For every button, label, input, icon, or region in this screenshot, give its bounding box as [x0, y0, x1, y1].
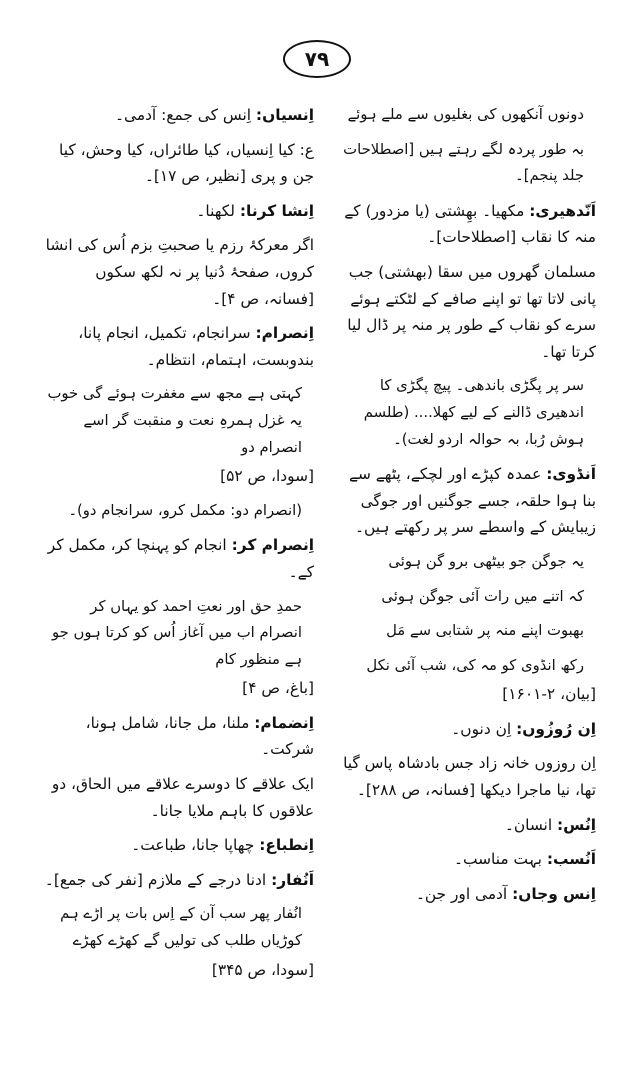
entry-text: کہ اتنے میں رات آئی جوگن ہوئی [381, 587, 584, 605]
dictionary-entry [338, 881, 596, 908]
entry-text: انسان۔ [504, 815, 553, 834]
verse-line [338, 373, 584, 453]
entry-text: ایک علاقے کا دوسرے علاقے میں الحاق، دو علاقوں کا باہم ملایا جانا۔ [51, 775, 314, 820]
left-column [44, 102, 314, 991]
page-number: ۷۹ [283, 40, 351, 78]
entry-text: انجام کو پہنچا کر، مکمل کر کے۔ [47, 536, 314, 581]
entry-text: [سودا، ص ۵۲] [220, 467, 314, 486]
entry-text: کہتی ہے مجھ سے مغفرت ہوئے گی خوب یہ غزل ہمرہِ نعت و منقبت گر اسے انصرام دو [47, 385, 302, 456]
dictionary-entry [338, 812, 596, 839]
dictionary-entry [44, 532, 314, 585]
headword: اَنّدھیری: [529, 201, 596, 220]
entry-text: سر پر پگڑی باندھی۔ پیچ پگڑی کا اندھیری ڈالنے کے لیے کھلا.... (طلسم ہوش رُبا، بہ حوالہ اردو لغت)۔ [363, 377, 584, 448]
entry-text: مکھیا۔ بھِشتی (یا مزدور) کے منہ کا نقاب [اصطلاحات]۔ [344, 201, 596, 247]
entry-text: یہ جوگن جو بیٹھی برو گن ہوئی [388, 552, 584, 570]
headword: اِنصرام کر: [231, 536, 314, 555]
entry-text: ع: کیا اِنسیاں، کیا طائراں، کیا وحش، کیا جن و پری [نظیر، ص ۱۷]۔ [59, 140, 314, 186]
headword: اَنُفار: [271, 870, 314, 889]
headword: اِنُس: [557, 815, 596, 834]
dictionary-entry [44, 320, 314, 373]
entry-text: اگر معرکۂ رزم یا صحبتِ بزم اُس کی انشا کروں، صفحۂ دُنیا پر نہ لکھ سکوں [فسانہ، ص ۴]۔ [45, 236, 314, 308]
entry-text: بھبوت اپنے منہ پر شتابی سے مَل [386, 622, 584, 640]
headword: اِنطباع: [259, 836, 314, 855]
verse-line [44, 901, 302, 954]
entry-text: لکھنا۔ [196, 201, 235, 220]
entry-text: آدمی اور جن۔ [415, 884, 508, 903]
dictionary-entry [44, 710, 314, 763]
verse-line [44, 498, 302, 525]
dictionary-entry [338, 716, 596, 743]
entry-text: رکھ انڈوی کو مہ کی، شب آئی نکل [366, 656, 584, 674]
entry-text: اِن دنوں۔ [451, 719, 512, 738]
entry-text: اِنس کی جمع: آدمی۔ [114, 106, 252, 124]
paragraph [44, 232, 314, 312]
entry-text: بہ طور پردہ لگے رہتے ہیں [اصطلاحات جلد پنجم]۔ [343, 140, 584, 185]
citation [338, 681, 596, 708]
verse-line [338, 137, 584, 190]
dictionary-entry [338, 846, 596, 873]
entry-text: ادنا درجے کے ملازم [نفر کی جمع]۔ [44, 870, 267, 889]
dictionary-entry [44, 832, 314, 859]
entry-text: مسلمان گھروں میں سقا (بھشتی) جب پانی لاتا تھا تو اپنے صافے کے لٹکتے ہوئے سرے کو نقاب کے طور پر منہ پر ڈال لیا کرتا تھا۔ [347, 262, 596, 361]
entry-text: عمدہ کپڑے اور لچکے، پٹھے سے بنا ہوا حلقہ، جسے جوگنیں اور جوگی زیبایش کے واسطے سر پر رکھتے ہیں۔ [348, 465, 596, 537]
verse-line [338, 653, 584, 680]
verse-line [338, 549, 584, 576]
entry-text: سرانجام، تکمیل، انجام پانا، بندوبست، اہتمام، انتظام۔ [78, 324, 314, 369]
paragraph [44, 771, 314, 824]
entry-text: [سودا، ص ۳۴۵] [211, 960, 314, 979]
entry-text: [باغ، ص ۴] [242, 679, 314, 698]
verse-line [338, 618, 584, 645]
verse-line [338, 584, 584, 611]
dictionary-entry [44, 198, 314, 225]
entry-text: حمدِ حق اور نعتِ احمد کو یہاں کر انصرام اب میں آغاز اُس کو کرتا ہوں جو ہے منظور کام [52, 597, 302, 668]
paragraph [44, 137, 314, 190]
headword: اَنُسب: [546, 850, 596, 869]
citation [44, 675, 314, 702]
citation [44, 463, 314, 490]
entry-text: دونوں آنکھوں کی بغلیوں سے ملے ہوئے [347, 106, 584, 123]
dictionary-entry [44, 867, 314, 894]
entry-text: (انصرام دو: مکمل کرو، سرانجام دو)۔ [68, 501, 302, 519]
entry-text: چھاپا جانا، طباعت۔ [131, 836, 255, 855]
paragraph [338, 259, 596, 365]
verse-line [338, 102, 584, 129]
entry-text: انُفار پھر سب آن کے اِس بات پر اڑے ہم کوڑیاں طلب کی تولیں گے کھڑے کھڑے [60, 905, 302, 950]
entry-text: [بیان، ۲-۱۶۰۱] [502, 685, 596, 704]
headword: اِن رُوزُوں: [516, 719, 596, 738]
citation [44, 957, 314, 984]
paragraph [338, 750, 596, 803]
headword: اِنسیاں: [255, 106, 314, 124]
headword: اَنڈوی: [546, 465, 596, 484]
headword: اِنضمام: [254, 713, 314, 732]
right-column [338, 102, 596, 915]
dictionary-entry [338, 461, 596, 541]
entry-text: ملنا، مل جانا، شامل ہونا، شرکت۔ [85, 713, 314, 759]
entry-text: بہت مناسب۔ [454, 850, 542, 869]
headword: اِنس وجاں: [512, 884, 596, 903]
headword: اِنصرام: [255, 324, 314, 343]
dictionary-entry [44, 102, 314, 129]
verse-line [44, 594, 302, 674]
entry-text: اِن روزوں خانہ زاد جس بادشاہ پاس گیا تھا، نیا ماجرا دیکھا [فسانہ، ص ۲۸۸]۔ [343, 754, 596, 800]
headword: اِنشا کرنا: [239, 201, 314, 220]
dictionary-entry [338, 198, 596, 251]
verse-line [44, 381, 302, 461]
